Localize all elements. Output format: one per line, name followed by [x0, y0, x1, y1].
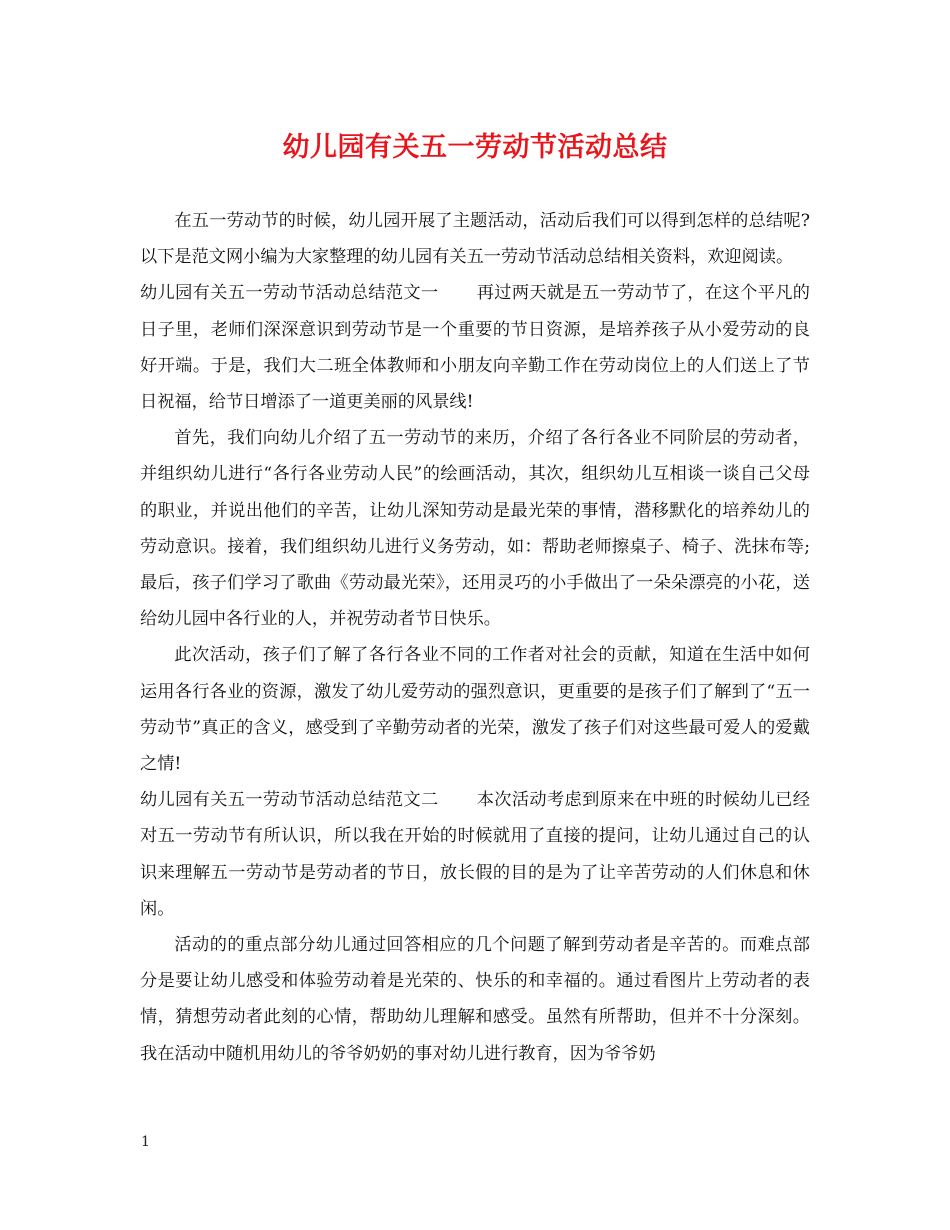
sample2-p2-text: 活动的的重点部分幼儿通过回答相应的几个问题了解到劳动者是辛苦的。而难点部分是要让幼儿感受和体验劳动着是光荣的、快乐的和幸福的。通过看图片上劳动者的表情，猜想劳动者此刻的心情，帮助幼儿理解和感受。虽然有所帮助，但并不十分深刻。我在活动中随机用幼儿的爷爷奶奶的事对幼儿进行教育，因为爷爷奶: [140, 935, 810, 1064]
intro-text: 在五一劳动节的时候，幼儿园开展了主题活动，活动后我们可以得到怎样的总结呢?以下是范文网小编为大家整理的幼儿园有关五一劳动节活动总结相关资料，欢迎阅读。: [140, 211, 810, 268]
document-body: [140, 203, 810, 1072]
sample1-p3-text: 此次活动，孩子们了解了各行各业不同的工作者对社会的贡献，知道在生活中如何运用各行各业的资源，激发了幼儿爱劳动的强烈意识，更重要的是孩子们了解到了“五一劳动节”真正的含义，感受到了辛勤劳动者的光荣，激发了孩子们对这些最可爱人的爱戴之情!: [140, 645, 810, 775]
intro-paragraph: [140, 203, 810, 275]
sample1-paragraph: [140, 275, 810, 420]
sample1-paragraph-2: [140, 420, 810, 637]
sample1-p2-text: 首先，我们向幼儿介绍了五一劳动节的来历，介绍了各行各业不同阶层的劳动者，并组织幼儿进行“各行各业劳动人民”的绘画活动，其次，组织幼儿互相谈一谈自己父母的职业，并说出他们的辛苦，让幼儿深知劳动是最光荣的事情，潜移默化的培养幼儿的劳动意识。接着，我们组织幼儿进行义务劳动，如：帮助老师擦桌子、椅子、洗抹布等;最后，孩子们学习了歌曲《劳动最光荣》，还用灵巧的小手做出了一朵朵漂亮的小花，送给幼儿园中各行业的人，并祝劳动者节日快乐。: [140, 428, 810, 630]
sample2-heading: 幼儿园有关五一劳动节活动总结范文二: [140, 790, 439, 811]
page-number: 1: [141, 1134, 150, 1150]
sample1-heading: 幼儿园有关五一劳动节活动总结范文一: [140, 283, 439, 304]
sample2-paragraph: [140, 782, 810, 927]
sample1-text: 再过两天就是五一劳动节了，在这个平凡的日子里，老师们深深意识到劳动节是一个重要的节日资源，是培养孩子从小爱劳动的良好开端。于是，我们大二班全体教师和小朋友向辛勤工作在劳动岗位上的人们送上了节日祝福，给节日增添了一道更美丽的风景线!: [140, 283, 810, 413]
document-title: 幼儿园有关五一劳动节活动总结: [282, 132, 668, 163]
sample2-paragraph-2: [140, 927, 810, 1072]
sample2-text: 本次活动考虑到原来在中班的时候幼儿已经对五一劳动节有所认识，所以我在开始的时候就用了直接的提问，让幼儿通过自己的认识来理解五一劳动节是劳动者的节日，放长假的目的是为了让辛苦劳动的人们休息和休闲。: [140, 790, 810, 919]
sample1-paragraph-3: [140, 637, 810, 782]
